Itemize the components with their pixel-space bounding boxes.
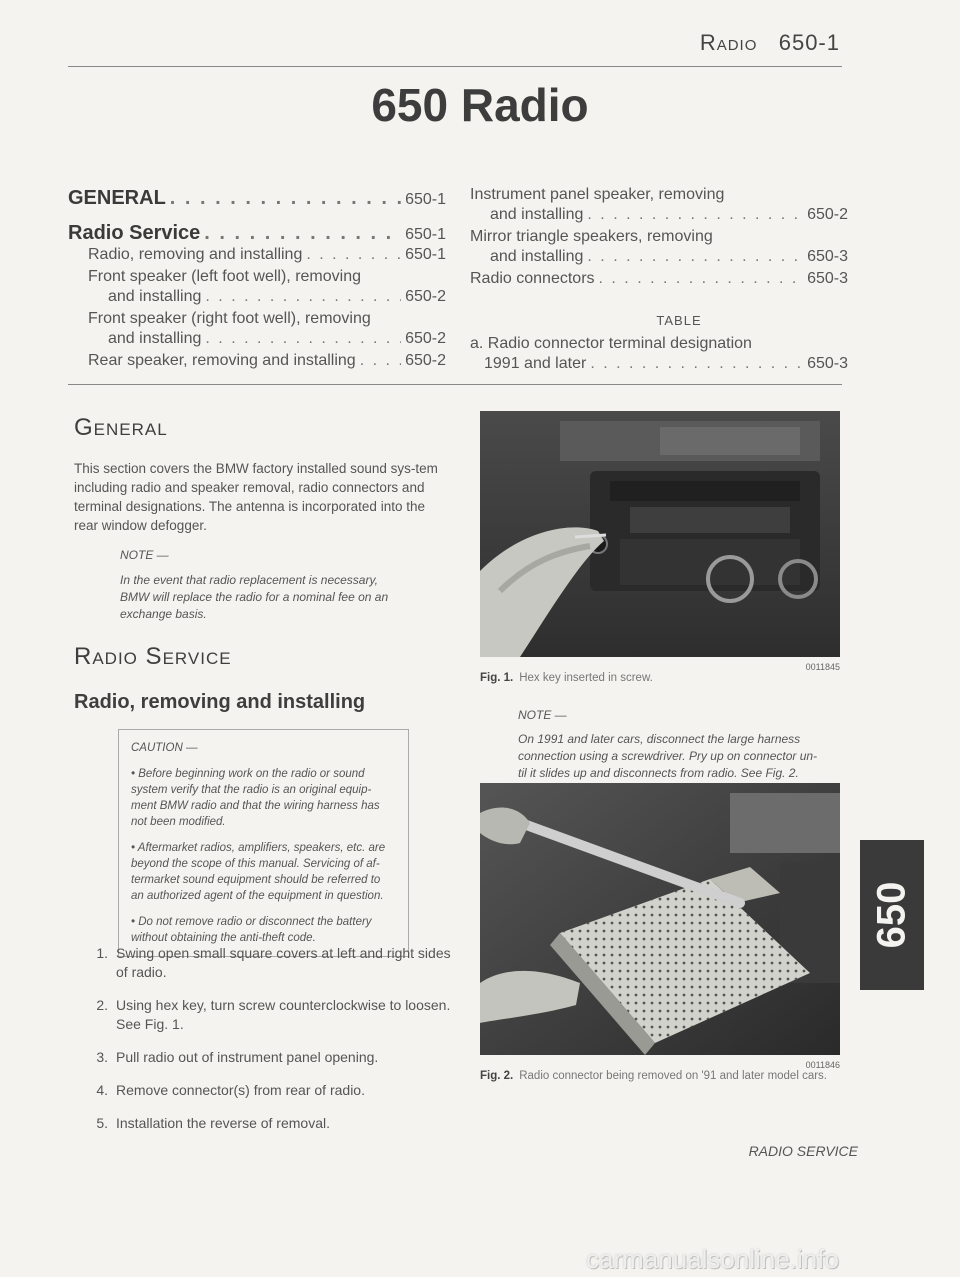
- figure-1-caption: [480, 672, 840, 684]
- toc-entry-radio-removing[interactable]: [88, 245, 446, 265]
- toc-label: Radio connectors: [470, 270, 595, 287]
- chapter-side-tab-label: 650: [869, 881, 914, 949]
- section-rule: [68, 384, 842, 385]
- toc-leader: [204, 222, 401, 245]
- toc-entry-mirror-line2[interactable]: [470, 247, 848, 267]
- figure-1-label: Fig. 1.: [480, 672, 514, 684]
- toc-label: 1991 and later: [484, 355, 587, 372]
- toc-label: Radio Service: [68, 222, 201, 244]
- general-note: [120, 548, 405, 623]
- caution-box: [118, 729, 409, 957]
- header-section: Radio: [699, 30, 758, 55]
- chapter-side-tab[interactable]: [860, 840, 924, 990]
- toc-leader: [306, 245, 401, 265]
- caution-title: CAUTION —: [131, 742, 198, 754]
- toc-page: 650-3: [807, 248, 848, 265]
- toc-leader: [205, 329, 401, 349]
- toc-entry-instrument-line1[interactable]: Instrument panel speaker, removing: [470, 186, 725, 203]
- step-text: Using hex key, turn screw counterclockwise to loosen. See Fig. 1.: [116, 997, 451, 1032]
- general-note-title: NOTE —: [120, 548, 169, 562]
- running-footer: RADIO SERVICE: [748, 1143, 858, 1159]
- chapter-title: 650 Radio: [371, 79, 589, 131]
- toc-page: 650-2: [405, 352, 446, 369]
- general-body: This section covers the BMW factory installed sound sys-tem including radio and speaker removal, radio connectors and terminal designations. The antenna is incorporated into the rear window defogger.: [74, 461, 438, 533]
- toc-entry-mirror-line1[interactable]: Mirror triangle speakers, removing: [470, 228, 713, 245]
- toc-entry-front-left-line2[interactable]: [88, 287, 446, 307]
- toc-page: 650-1: [405, 246, 446, 263]
- step-text: Swing open small square covers at left and right sides of radio.: [116, 945, 451, 980]
- toc-label: and installing: [108, 288, 202, 305]
- toc-page: 650-2: [405, 288, 446, 305]
- figure-2-caption: [480, 1070, 860, 1082]
- caution-item: • Aftermarket radios, amplifiers, speakers, etc. are beyond the scope of this manual. Servicing of af-termarket sound equipment should be referred to an authorized agent of the equipment in question.: [131, 842, 386, 902]
- toc-entry-front-right-line2[interactable]: [88, 329, 446, 349]
- toc-entry-instrument-line2[interactable]: [470, 205, 848, 225]
- toc-page: 650-1: [405, 226, 446, 243]
- step-item: [86, 1114, 452, 1133]
- toc-label: and installing: [490, 206, 584, 223]
- figure-1-illustration: [480, 411, 840, 657]
- step-text: Remove connector(s) from rear of radio.: [116, 1082, 365, 1098]
- toc-leader: [587, 247, 803, 267]
- toc-entry-radio-connectors[interactable]: [470, 269, 848, 289]
- step-item: [86, 944, 452, 982]
- toc-page: 650-2: [807, 206, 848, 223]
- watermark-text: carmanualsonline.info: [586, 1244, 839, 1274]
- toc-left-column: [68, 187, 446, 371]
- toc-leader: [360, 351, 401, 371]
- toc-entry-general[interactable]: [68, 187, 446, 210]
- toc-entry-radio-service[interactable]: [68, 222, 446, 245]
- toc-label: and installing: [490, 248, 584, 265]
- toc-leader: [205, 287, 401, 307]
- step-item: [86, 996, 452, 1034]
- toc-table-entry-line1[interactable]: a. Radio connector terminal designation: [470, 335, 752, 352]
- toc-left-subentries: [68, 245, 446, 371]
- step-item: [86, 1048, 452, 1067]
- toc-page: 650-3: [807, 270, 848, 287]
- toc-entry-front-left-line1[interactable]: Front speaker (left foot well), removing: [88, 268, 361, 285]
- step-number: 5.: [96, 1115, 108, 1131]
- radio-service-heading: Radio Service: [74, 643, 232, 670]
- figure-1-photo: [480, 411, 840, 657]
- step-text: Pull radio out of instrument panel opening.: [116, 1049, 379, 1065]
- header-rule: [68, 66, 842, 67]
- figure-2-photo: [480, 783, 840, 1055]
- toc-label: GENERAL: [68, 187, 166, 209]
- figure-2-illustration: [480, 783, 840, 1055]
- procedure-steps: [86, 944, 452, 1147]
- caution-item: • Do not remove radio or disconnect the battery without obtaining the anti-theft code.: [131, 916, 372, 944]
- toc-leader: [170, 187, 401, 210]
- toc-label: and installing: [108, 330, 202, 347]
- toc-entry-front-right-line1[interactable]: Front speaker (right foot well), removing: [88, 310, 371, 327]
- toc-page: 650-1: [405, 191, 446, 208]
- general-note-text: In the event that radio replacement is necessary, BMW will replace the radio for a nominal fee on an exchange basis.: [120, 573, 389, 621]
- toc-page: 650-3: [807, 355, 848, 372]
- right-note-text: On 1991 and later cars, disconnect the large harness connection using a screwdriver. Pry up on connector un-til it slides up and disconnects from radio. See Fig. 2.: [518, 732, 818, 780]
- step-number: 2.: [96, 997, 108, 1013]
- toc-label: Rear speaker, removing and installing: [88, 352, 356, 369]
- figure-2-label: Fig. 2.: [480, 1070, 514, 1082]
- caution-item: • Before beginning work on the radio or sound system verify that the radio is an original equip-ment BMW radio and that the wiring harness has not been modified.: [131, 768, 380, 828]
- toc-leader: [590, 354, 803, 374]
- figure-1-id: 0011845: [805, 662, 840, 672]
- toc-leader: [599, 269, 804, 289]
- figure-1-caption-text: Hex key inserted in screw.: [519, 672, 653, 684]
- toc-leader: [587, 205, 803, 225]
- toc-page: 650-2: [405, 330, 446, 347]
- toc-table-heading: TABLE: [656, 313, 702, 328]
- step-text: Installation the reverse of removal.: [116, 1115, 330, 1131]
- radio-removing-subheading: Radio, removing and installing: [74, 691, 366, 713]
- toc-entry-rear-speaker[interactable]: [88, 351, 446, 371]
- step-number: 1.: [96, 945, 108, 961]
- figure-2-id: 0011846: [805, 1060, 840, 1070]
- running-header: [700, 30, 840, 56]
- toc-label: Radio, removing and installing: [88, 246, 303, 263]
- toc-right-column: [470, 185, 848, 374]
- general-heading: General: [74, 414, 168, 441]
- right-note-title: NOTE —: [518, 708, 567, 722]
- step-item: [86, 1081, 452, 1100]
- toc-table-entry-line2[interactable]: [470, 354, 848, 374]
- figure-2-caption-text: Radio connector being removed on '91 and later model cars.: [519, 1070, 827, 1082]
- step-number: 3.: [96, 1049, 108, 1065]
- right-note: [518, 708, 818, 782]
- step-number: 4.: [96, 1082, 108, 1098]
- header-page-number: 650-1: [778, 30, 840, 55]
